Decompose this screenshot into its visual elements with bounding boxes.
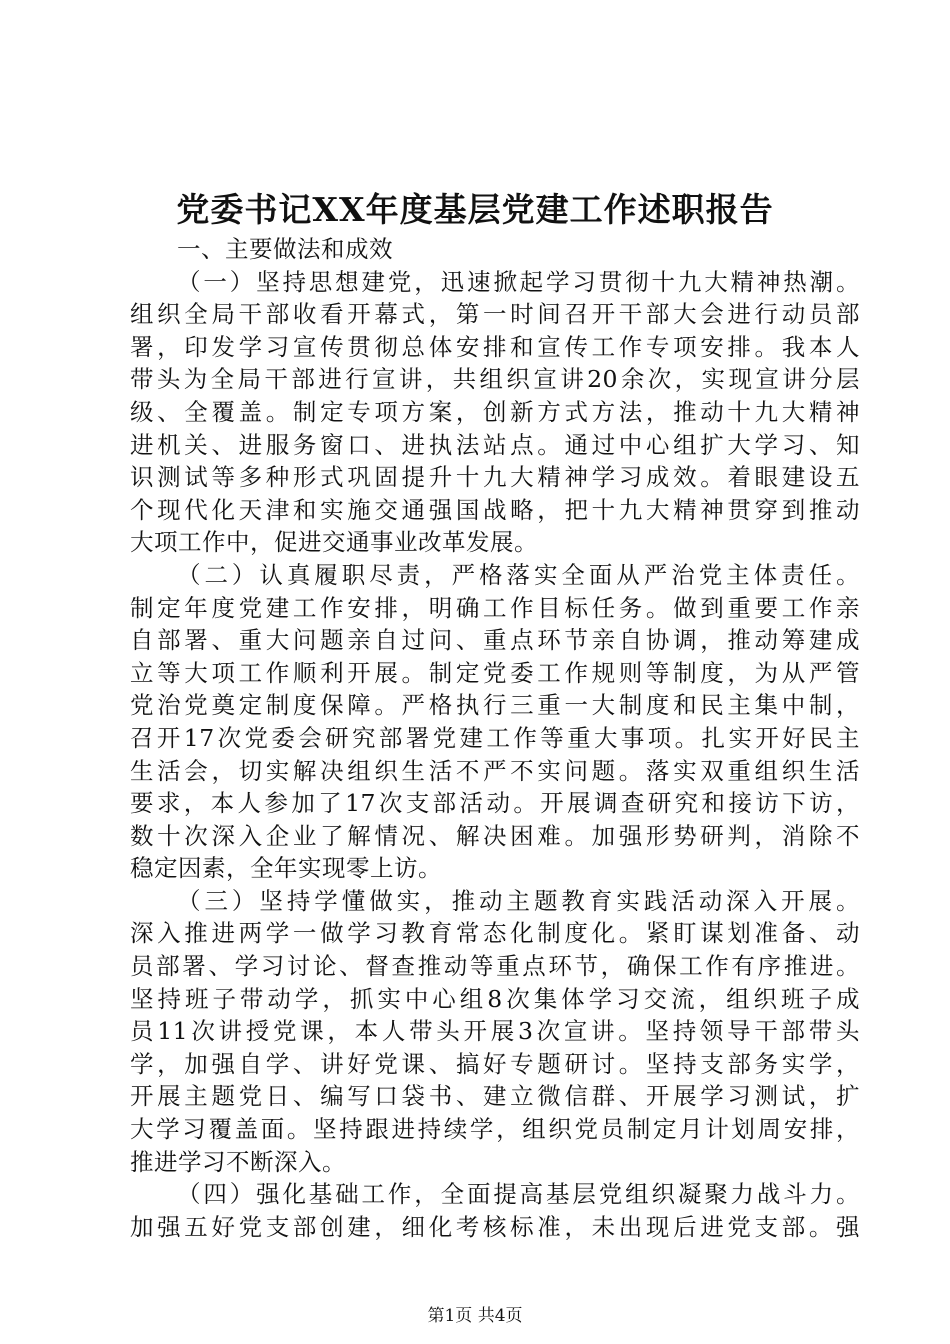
paragraph-line: 员11次讲授党课，本人带头开展3次宣讲。坚持领导干部带头 <box>130 1017 860 1046</box>
paragraph-line: 组织全局干部收看开幕式，第一时间召开干部大会进行动员部 <box>130 300 860 329</box>
document-title: 党委书记XX年度基层党建工作述职报告 <box>176 190 774 229</box>
paragraph-line: 坚持班子带动学，抓实中心组8次集体学习交流，组织班子成 <box>130 984 860 1013</box>
section-heading: 一、主要做法和成效 <box>177 235 393 263</box>
paragraph-line: 识测试等多种形式巩固提升十九大精神学习成效。着眼建设五 <box>130 463 860 492</box>
paragraph-line: （一）坚持思想建党，迅速掀起学习贯彻十九大精神热潮。 <box>177 267 860 296</box>
page-footer: 第1页 共4页 <box>427 1306 523 1326</box>
paragraph-line: 要求，本人参加了17次支部活动。开展调查研究和接访下访， <box>130 789 860 818</box>
paragraph-line: 署，印发学习宣传贯彻总体安排和宣传工作专项安排。我本人 <box>130 332 860 361</box>
paragraph-line: 开展主题党日、编写口袋书、建立微信群、开展学习测试，扩 <box>130 1082 860 1111</box>
paragraph-line: 生活会，切实解决组织生活不严不实问题。落实双重组织生活 <box>130 756 860 785</box>
paragraph-line: 员部署、学习讨论、督查推动等重点环节，确保工作有序推进。 <box>130 952 860 981</box>
paragraph-line: 自部署、重大问题亲自过问、重点环节亲自协调，推动筹建成 <box>130 626 860 655</box>
paragraph-line: 个现代化天津和实施交通强国战略，把十九大精神贯穿到推动 <box>130 495 860 524</box>
paragraph-line: 大项工作中，促进交通事业改革发展。 <box>130 528 538 557</box>
paragraph-line: 推进学习不断深入。 <box>130 1147 346 1176</box>
paragraph-line: （二）认真履职尽责，严格落实全面从严治党主体责任。 <box>177 560 860 589</box>
paragraph-line: 学，加强自学、讲好党课、搞好专题研讨。坚持支部务实学， <box>130 1049 860 1078</box>
paragraph-line: （四）强化基础工作，全面提高基层党组织凝聚力战斗力。 <box>177 1180 860 1209</box>
paragraph-line: 深入推进两学一做学习教育常态化制度化。紧盯谋划准备、动 <box>130 919 860 948</box>
paragraph-line: 立等大项工作顺利开展。制定党委工作规则等制度，为从严管 <box>130 658 860 687</box>
paragraph-line: （三）坚持学懂做实，推动主题教育实践活动深入开展。 <box>177 886 860 915</box>
paragraph-line: 数十次深入企业了解情况、解决困难。加强形势研判，消除不 <box>130 821 860 850</box>
paragraph-line: 带头为全局干部进行宣讲，共组织宣讲20余次，实现宣讲分层 <box>130 365 860 394</box>
paragraph-line: 召开17次党委会研究部署党建工作等重大事项。扎实开好民主 <box>130 723 860 752</box>
paragraph-line: 制定年度党建工作安排，明确工作目标任务。做到重要工作亲 <box>130 593 860 622</box>
paragraph-line: 大学习覆盖面。坚持跟进持续学，组织党员制定月计划周安排， <box>130 1115 860 1144</box>
paragraph-line: 加强五好党支部创建，细化考核标准，未出现后进党支部。强 <box>130 1212 860 1241</box>
paragraph-line: 进机关、进服务窗口、进执法站点。通过中心组扩大学习、知 <box>130 430 860 459</box>
paragraph-line: 稳定因素，全年实现零上访。 <box>130 854 442 883</box>
document-body <box>130 233 860 1243</box>
paragraph-line: 党治党奠定制度保障。严格执行三重一大制度和民主集中制， <box>130 691 860 720</box>
paragraph-line: 级、全覆盖。制定专项方案，创新方式方法，推动十九大精神 <box>130 397 860 426</box>
